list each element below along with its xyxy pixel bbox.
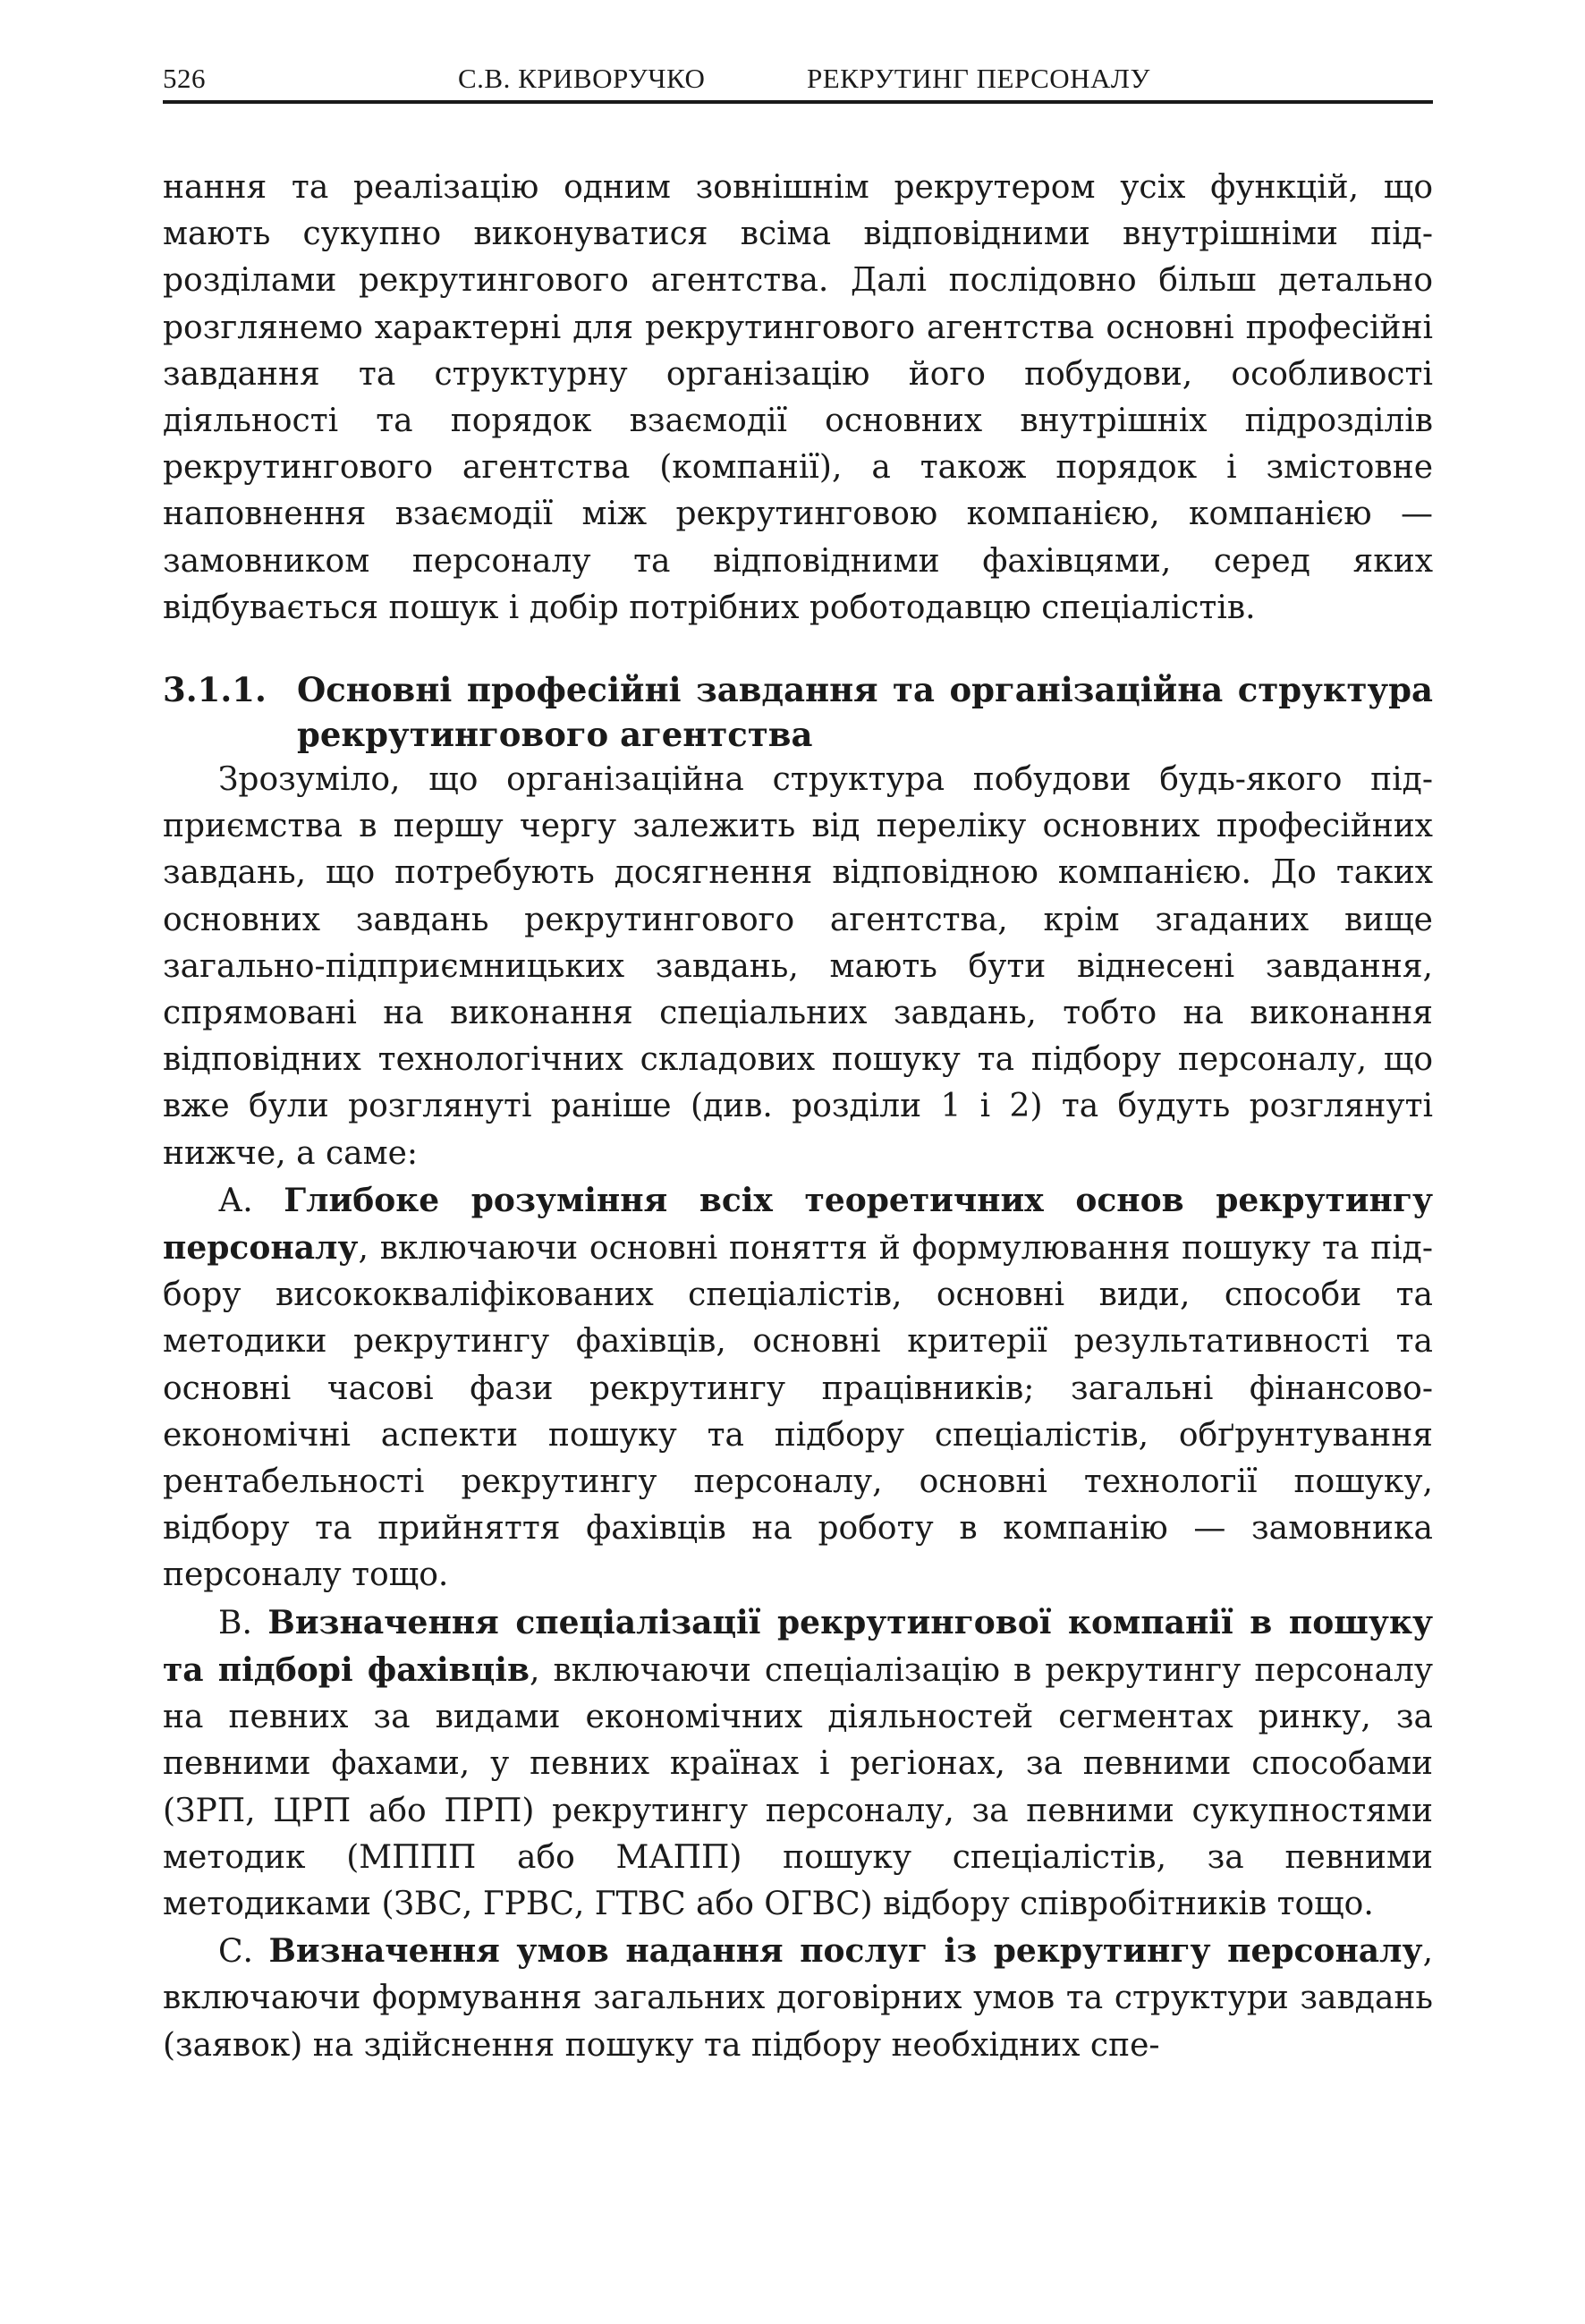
document-page: [163, 54, 1433, 2069]
section-heading: [163, 667, 1433, 757]
list-item-a: [163, 1177, 1433, 1599]
item-b-text: , включаючи спеціалізацію в рекрутингу персоналу на певних за видами економічних діяльностей сегментах ринку, за певними фахами, у певних країнах і регіонах, за певними способами (ЗРП, ЦРП або ПРП) рекрутингу персоналу, за певними сукупностями методик (МППП або МАПП) пошуку спеціалістів, за певними методиками (ЗВС, ГРВС, ГТВС або ОГВС) відбору співробітників тощо.: [163, 1651, 1434, 1922]
running-header: [163, 54, 1433, 104]
list-item-b: [163, 1599, 1433, 1928]
page-number: 526: [163, 63, 206, 94]
item-b-heading: Визначення спеціалізації рекрутингової компанії в пошуку та підборі фахівців: [163, 1603, 1433, 1689]
item-b-letter: В.: [218, 1604, 252, 1641]
item-c-heading: Визначення умов надання послуг із рекрутингу персоналу: [268, 1932, 1423, 1971]
item-a-heading: Глибоке розуміння всіх теоретичних основ рекрутингу персоналу: [163, 1181, 1434, 1268]
section-title: Основні професійні завдання та організаційна структура рекрутингового агентства: [297, 670, 1433, 755]
paragraph-1: Зрозуміло, що організаційна структура побудови будь-якого підприємства в першу чергу залежить від переліку основних професійних завдань, що потребують досягнення відповідною компанією. До таких основних завдань рекрутингового агентства, крім згаданих вище загально-підприємницьких завдань, мають бути віднесені завдання, спрямовані на виконання спеціальних завдань, тобто на виконання відповідних технологічних складових пошуку та підбору персоналу, що вже були розглянуті раніше (див. розділи 1 і 2) та будуть розглянуті нижче, а саме:: [163, 761, 1433, 1172]
item-c-text: , включаючи формування загальних договірних умов та структури завдань (заявок) на здійснення пошуку та підбору необхідних спе-: [163, 1933, 1434, 2064]
section-number: 3.1.1.: [163, 670, 267, 710]
item-a-text: , включаючи основні поняття й формулювання пошуку та підбору висококваліфікованих спеціалістів, основні види, способи та методики рекрутингу фахівців, основні критерії результативності та основні часові фази рекрутингу працівників; загальні фінансово-економічні аспекти пошуку та підбору спеціалістів, обґрунтування рентабельності рекрутингу персоналу, основні технології пошуку, відбору та прийняття фахівців на роботу в компанію — замовника персоналу тощо.: [163, 1230, 1433, 1594]
book-title: РЕКРУТИНГ ПЕРСОНАЛУ: [807, 63, 1150, 94]
item-a-letter: А.: [218, 1182, 253, 1219]
list-item-c: [163, 1928, 1433, 2069]
page-body: [163, 165, 1433, 2069]
item-c-letter: С.: [218, 1933, 253, 1971]
author-name: С.В. КРИВОРУЧКО: [458, 63, 706, 94]
intro-paragraph: нання та реалізацію одним зовнішнім рекрутером усіх функцій, що мають сукупно виконуватися всіма відповідними внутрішніми підрозділами рекрутингового агентства. Далі послідовно більш детально розглянемо характерні для рекрутингового агентства основні професійні завдання та структурну організацію його побудови, особливості діяльності та порядок взаємодії основних внутрішніх підрозділів рекрутингового агентства (компанії), а також порядок і змістовне наповнення взаємодії між рекрутинговою компанією, компанією — замовником персоналу та відповідними фахівцями, серед яких відбувається пошук і добір потрібних роботодавцю спеціалістів.: [163, 169, 1433, 626]
